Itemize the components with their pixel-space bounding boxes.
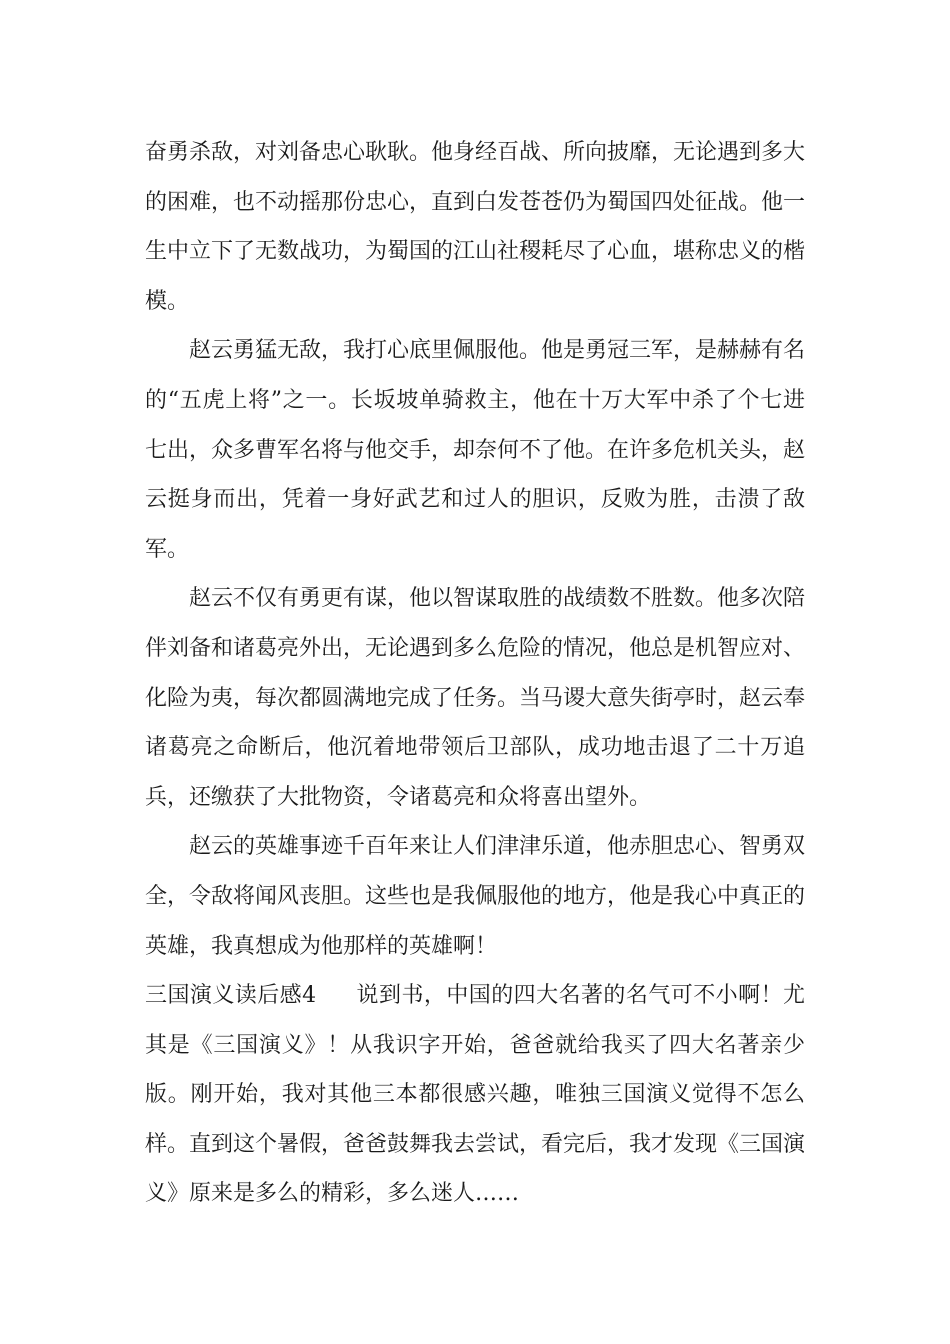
paragraph-zhao-yun-brave: 赵云勇猛无敌，我打心底里佩服他。他是勇冠三军，是赫赫有名的“五虎上将”之一。长坂坡单骑救主，他在十万大军中杀了个七进七出，众多曹军名将与他交手，却奈何不了他。在许多危机关头，赵云挺身而出，凭着一身好武艺和过人的胆识，反败为胜，击溃了敌军。: [145, 338, 806, 562]
paragraph-zhao-yun-hero: 赵云的英雄事迹千百年来让人们津津乐道，他赤胆忠心、智勇双全，令敌将闻风丧胆。这些也是我佩服他的地方，他是我心中真正的英雄，我真想成为他那样的英雄啊！: [145, 834, 806, 959]
section-heading: 三国演义读后感4: [145, 983, 317, 1009]
section-body: 说到书，中国的四大名著的名气可不小啊！尤其是《三国演义》！从我识字开始，爸爸就给我买了四大名著亲少版。刚开始，我对其他三本都很感兴趣，唯独三国演义觉得不怎么样。直到这个暑假，爸爸鼓舞我去尝试，看完后，我才发现《三国演义》原来是多么的精彩，多么迷人……: [145, 983, 806, 1207]
document-body: [145, 128, 805, 1219]
section-reflection-4: [145, 971, 805, 1219]
paragraph-zhao-yun-wise: 赵云不仅有勇更有谋，他以智谋取胜的战绩数不胜数。他多次陪伴刘备和诸葛亮外出，无论遇到多么危险的情况，他总是机智应对、化险为夷，每次都圆满地完成了任务。当马谡大意失街亭时，赵云奉诸葛亮之命断后，他沉着地带领后卫部队，成功地击退了二十万追兵，还缴获了大批物资，令诸葛亮和众将喜出望外。: [145, 586, 806, 810]
paragraph-continuation: 奋勇杀敌，对刘备忠心耿耿。他身经百战、所向披靡，无论遇到多大的困难，也不动摇那份忠心，直到白发苍苍仍为蜀国四处征战。他一生中立下了无数战功，为蜀国的江山社稷耗尽了心血，堪称忠义的楷模。: [145, 140, 806, 314]
